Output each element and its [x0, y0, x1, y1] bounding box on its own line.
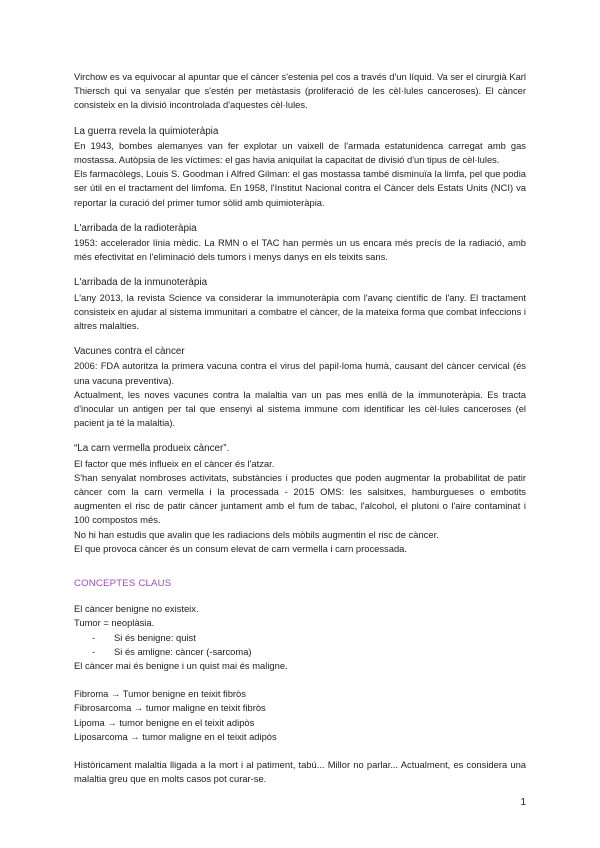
section-heading: L'arribada de la radioteràpia [74, 222, 197, 234]
concept-line: El càncer benigne no existeix. [74, 603, 199, 615]
section-paragraph: S'han senyalat nombroses activitats, substàncies i productes que poden augmentar la probabilitat de patir càncer com la carn vermella i la processada - 2015 OMS: les salsitxes, hamburgueses o embotits augmenten el risc de patir càncer juntament amb el fum de tabac, l'alcohol, el plutoni o l'aire contaminat i 100 compostos més. [74, 471, 526, 526]
page-number: 1 [520, 797, 526, 808]
list-item [74, 631, 526, 645]
definition-line: Lipoma → tumor benigne en el teixit adipòs [74, 716, 255, 728]
section-heading: “La carn vermella produeix càncer”. [74, 443, 230, 455]
list-item [74, 645, 526, 659]
section-chemotherapy [74, 125, 526, 210]
section-paragraph: El factor que més influeix en el càncer és l'atzar. [74, 457, 275, 469]
concept-line: Tumor = neoplàsia. [74, 617, 155, 629]
list-item-text: Si és benigne: quist [114, 631, 196, 643]
intro-paragraph: Virchow es va equivocar al apuntar que el càncer s'estenia pel cos a través d'un líquid. Va ser el cirurgià Karl Thiersch qui va senyalar que s'estén per metàstasis (proliferació de les cèl·lules canceroses). El càncer consisteix en la divisió incontrolada d'aquestes cèl·lules. [74, 71, 526, 111]
concept-line: El càncer mai és benigne i un quist mai és maligne. [74, 659, 288, 671]
section-immunotherapy [74, 276, 526, 333]
section-paragraph: Els farmacòlegs, Louis S. Goodman i Alfred Gilman: el gas mostassa també disminuïa la limfa, pel que podia ser útil en el tractament del limfoma. En 1958, l'Institut Nacional contra el Càncer dels Estats Units (NCI) va reportar la curació del primer tumor sòlid amb quimioteràpia. [74, 168, 526, 208]
list-dash: - [92, 631, 96, 643]
closing-paragraph: Històricament malaltia lligada a la mort i al patiment, tabú... Millor no parlar... Actualment, es considera una malaltia greu que en molts casos pot curar-se. [74, 758, 526, 785]
list-dash: - [92, 645, 96, 657]
key-concepts [74, 602, 526, 786]
section-paragraph: En 1943, bombes alemanyes van fer explotar un vaixell de l'armada estatunidenca carregat amb gas mostassa. Autòpsia de les víctimes: el gas havia aniquilat la capacitat de divisió d'un tipus de cèl·lules. [74, 139, 526, 166]
definition-line: Fibroma → Tumor benigne en teixit fibròs [74, 688, 246, 700]
definition-line: Fibrosarcoma → tumor maligne en teixit fibròs [74, 702, 266, 714]
section-red-meat [74, 442, 526, 556]
section-radiotherapy [74, 222, 526, 265]
key-concepts-heading: CONCEPTES CLAUS [74, 578, 172, 590]
section-paragraph: Actualment, les noves vacunes contra la malaltia van un pas mes enllà de la immunoteràpia. Es tracta d'inocular un antigen per tal que ensenyi al sistema immune com identificar les cèl·lules canceroses (el pacient ja té la malaltia). [74, 388, 526, 429]
document-page [74, 70, 526, 786]
section-vaccines [74, 345, 526, 430]
definition-line: Liposarcoma → tumor maligne en el teixit adipòs [74, 730, 277, 742]
section-heading: L'arribada de la inmunoteràpia [74, 277, 208, 289]
section-paragraph: No hi han estudis que avalin que les radiacions dels mòbils augmentin el risc de càncer. [74, 528, 439, 540]
section-paragraph: L'any 2013, la revista Science va considerar la immunoteràpia com l'avanç científic de l'any. El tractament consisteix en ajudar al sistema immunitari a combatre el càncer, de la mateixa forma que combat infeccions i altres malalties. [74, 291, 526, 332]
section-paragraph: 2006: FDA autoritza la primera vacuna contra el virus del papil·loma humà, causant del càncer cervical (és una vacuna preventiva). [74, 360, 526, 386]
section-paragraph: 1953: accelerador línia mèdic. La RMN o el TAC han permès un us encara més precís de la radiació, amb més efectivitat en l'eliminació dels tumors i menys danys en els teixits sans. [74, 237, 526, 263]
section-paragraph: El que provoca càncer és un consum elevat de carn vermella i carn processada. [74, 542, 407, 554]
list-item-text: Si és amligne: càncer (-sarcoma) [114, 645, 252, 657]
section-heading: Vacunes contra el càncer [74, 346, 185, 358]
section-heading: La guerra revela la quimioteràpia [74, 125, 219, 137]
